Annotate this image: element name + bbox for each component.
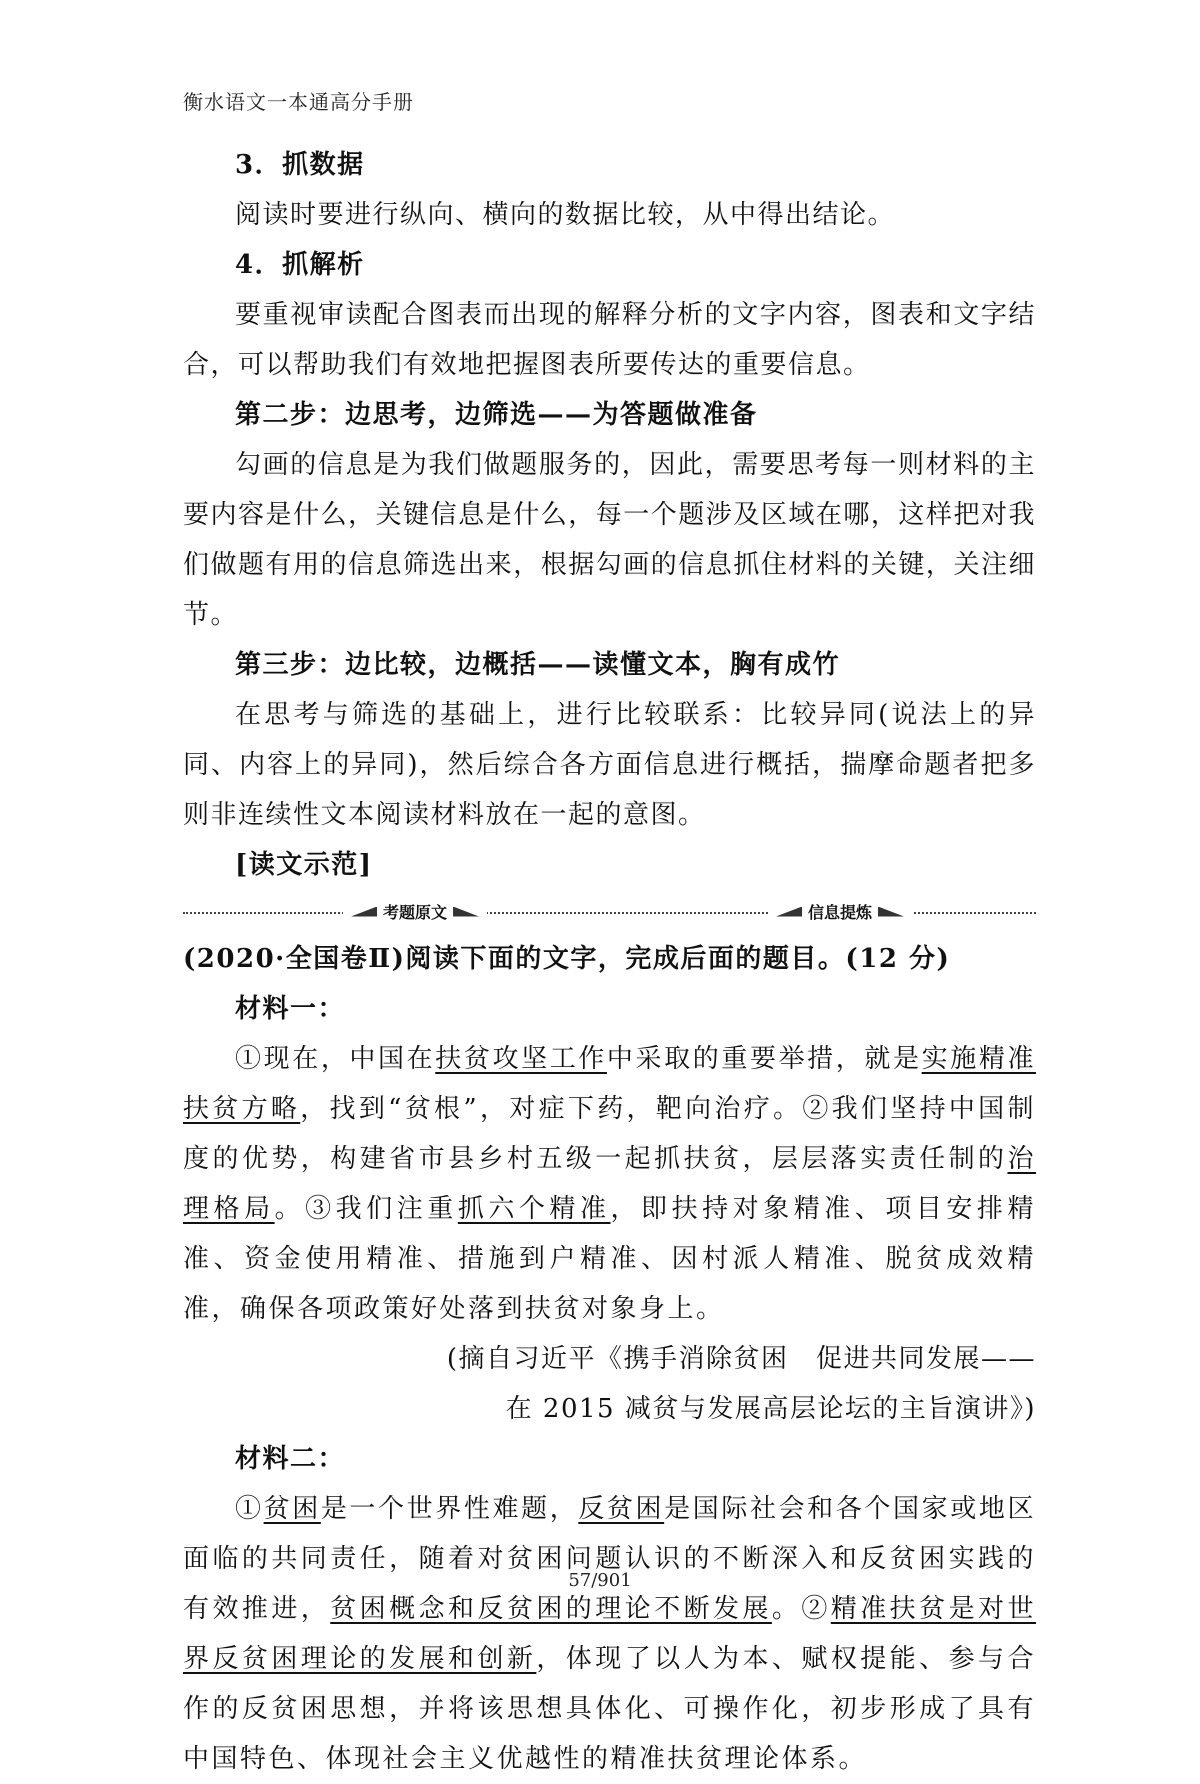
material-2-label: 材料二： [235,1444,346,1474]
text-segment: 。③我们注重 [274,1194,458,1224]
underlined-key-phrase: 治理格局 [183,1144,1036,1224]
info-extract-tag [768,900,912,923]
text-segment: ，体现了以人为本、赋权提能、参与合作的反贫困思想，并将该思想具体化、可操作化，初步形成了具有中国特色、体现社会主义优越性的精准扶贫理论体系。 [183,1644,1036,1774]
ribbon-left-icon [351,907,377,917]
section-3-body: 阅读时要进行纵向、横向的数据比较，从中得出结论。 [235,200,896,230]
page-number: 57/901 [568,1570,632,1591]
underlined-key-phrase: 贫困 [263,1494,321,1524]
info-extract-tag-label: 信息提炼 [808,903,873,922]
text-segment: ，找到“贫根”，对症下药，靶向治疗。②我们坚持中国制度的优势，构建省市县乡村五级一起抓扶贫，层层落实责任制的 [183,1094,1036,1174]
running-header: 衡水语文一本通高分手册 [183,90,414,114]
section-divider [183,894,1036,932]
text-segment: 。② [771,1594,831,1624]
material-1-label: 材料一： [235,994,346,1024]
text-segment: 中采取的重要举措，就是 [606,1044,922,1074]
material-1-source-line2: 在 2015 减贫与发展高层论坛的主旨演讲》) [505,1394,1036,1424]
underlined-key-phrase: 贫困概念和反贫困的理论不断发展 [330,1594,772,1624]
underlined-key-phrase: 反贫困 [578,1494,665,1524]
text-segment: ，即扶持对象精准、项目安排精准、资金使用精准、措施到户精准、因村派人精准、脱贫成效精准，确保各项政策好处落到扶贫对象身上。 [183,1194,1036,1324]
underlined-key-phrase: 扶贫攻坚工作 [435,1044,607,1074]
material-2-body [183,1484,1036,1784]
text-segment: 是一个世界性难题， [320,1494,579,1524]
text-segment: 是国际社会和各个国家或地区面临的共同责任，随着对贫困问题认识的不断深入和反贫困实践的有效推进， [183,1494,1036,1624]
underlined-key-phrase: 抓六个精准 [457,1194,611,1224]
step-2-body: 勾画的信息是为我们做题服务的，因此，需要思考每一则材料的主要内容是什么，关键信息是什么，每一个题涉及区域在哪，这样把对我们做题有用的信息筛选出来，根据勾画的信息抓住材料的关键，关注细节。 [183,450,1036,630]
ribbon-right-icon [878,907,904,917]
text-segment: ① [235,1494,264,1524]
ribbon-right-icon [453,907,479,917]
ribbon-left-icon [776,907,802,917]
step-3-body: 在思考与筛选的基础上，进行比较联系：比较异同(说法上的异同、内容上的异同)，然后综合各方面信息进行概括，揣摩命题者把多则非连续性文本阅读材料放在一起的意图。 [183,700,1036,830]
original-text-tag [343,900,487,923]
original-text-tag-label: 考题原文 [383,903,448,922]
section-4-heading: 4．抓解析 [235,250,365,280]
material-1-body [183,1034,1036,1334]
page-content [183,140,1036,1784]
material-1-source-line1: (摘自习近平《携手消除贫困 促进共同发展—— [446,1344,1036,1374]
step-2-heading: 第二步：边思考，边筛选——为答题做准备 [235,400,758,430]
text-segment: ①现在，中国在 [235,1044,436,1074]
underlined-key-phrase: 精准扶贫是对世界反贫困理论的发展和创新 [183,1594,1036,1674]
step-3-heading: 第三步：边比较，边概括——读懂文本，胸有成竹 [235,650,841,680]
section-4-body: 要重视审读配合图表而出现的解释分析的文字内容，图表和文字结合，可以帮助我们有效地把握图表所要传达的重要信息。 [183,300,1036,380]
section-3-heading: 3．抓数据 [235,150,365,180]
demo-label: [读文示范] [235,850,373,880]
question-intro: (2020·全国卷Ⅱ)阅读下面的文字，完成后面的题目。(12 分) [183,944,951,974]
underlined-key-phrase: 实施精准扶贫方略 [183,1044,1036,1124]
